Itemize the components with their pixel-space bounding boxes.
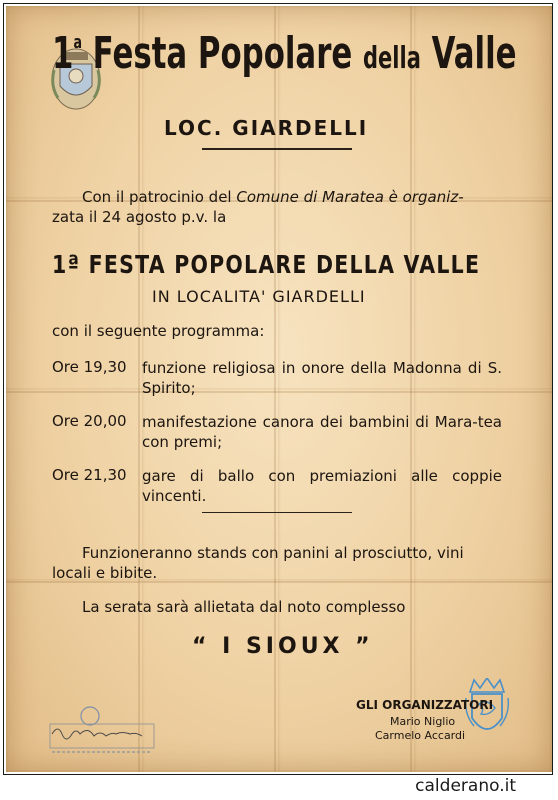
program-intro: con il seguente programma: [52, 322, 265, 340]
divider [202, 148, 352, 150]
program-time: Ore 19,30 [52, 358, 127, 376]
program-time: Ore 20,00 [52, 412, 127, 430]
stands-line-2: locali e bibite. [52, 564, 158, 582]
divider [202, 512, 352, 513]
program-text: funzione religiosa in onore della Madonna di S. Spirito; [142, 359, 502, 397]
festival-heading: 1ª FESTA POPOLARE DELLA VALLE [52, 250, 481, 279]
program-text: gare di ballo con premiazioni alle coppie vincenti. [142, 467, 502, 505]
organizer-name: Mario Niglio [390, 715, 456, 728]
program-time: Ore 21,30 [52, 466, 127, 484]
stands-line-1: Funzioneranno stands con panini al prosciutto, vini [82, 544, 464, 562]
signature-stamp-icon [48, 706, 158, 758]
fold-line [138, 6, 140, 772]
poster-title: 1$^a$ Festa Popolare della Valle [52, 28, 517, 79]
intro-line-1: Con il patrocinio del Comune di Maratea è organiz- [82, 188, 464, 206]
location-label: LOC. GIARDELLI [164, 116, 369, 140]
organizers-label: GLI ORGANIZZATORI [356, 698, 494, 712]
intro-line-2: zata il 24 agosto p.v. la [52, 208, 227, 226]
poster [6, 6, 552, 772]
watermark: calderano.it [415, 776, 516, 796]
band-name: “ I SIOUX ” [192, 634, 374, 659]
evening-line: La serata sarà allietata dal noto complesso [82, 598, 406, 616]
program-text: manifestazione canora dei bambini di Mara-tea con premi; [142, 413, 502, 451]
festival-subheading: IN LOCALITA' GIARDELLI [152, 287, 366, 306]
organizer-name: Carmelo Accardi [375, 729, 466, 742]
